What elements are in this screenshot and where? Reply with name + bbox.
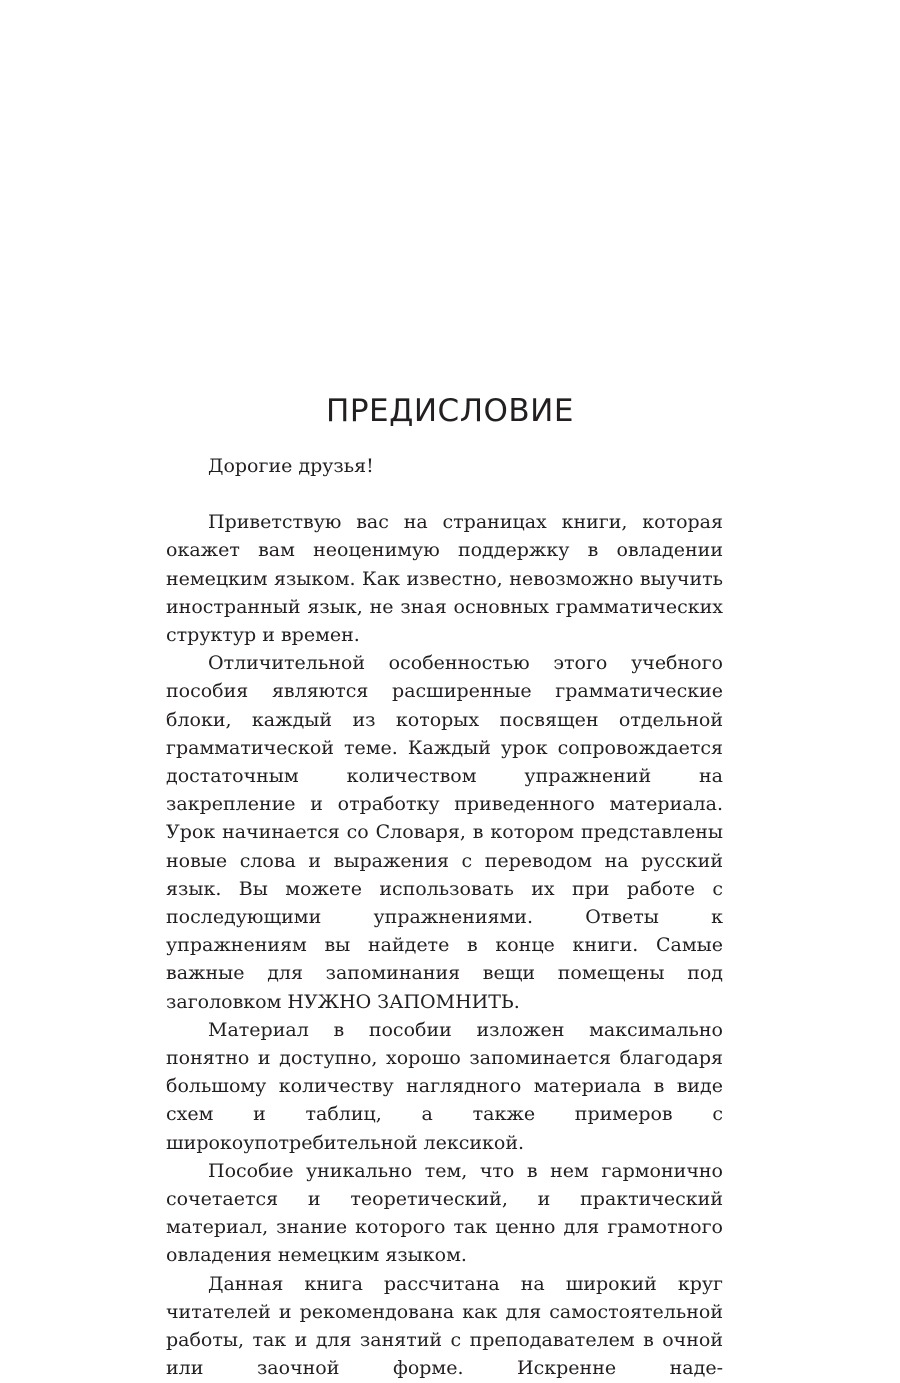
paragraph-5: Данная книга рассчитана на широкий круг читателей и рекомендована как для самостоятельной работы, так и для занятий с преподавателем в очной или заочной форме. Искренне наде-	[166, 1272, 723, 1380]
paragraph-4: Пособие уникально тем, что в нем гармонично сочетается и теоретический, и практический материал, знание которого так ценно для грамотного овладения немецким языком.	[166, 1159, 723, 1267]
paragraph-3: Материал в пособии изложен максимально понятно и доступно, хорошо запоминается благодаря большому количеству наглядного материала в виде схем и таблиц, а также примеров с широкоупотребительной лексикой.	[166, 1018, 723, 1154]
page-title: ПРЕДИСЛОВИЕ	[326, 393, 574, 429]
paragraph-2: Отличительной особенностью этого учебного пособия являются расширенные грамматические блоки, каждый из которых посвящен отдельной грамматической теме. Каждый урок сопровождается достаточным количеством упражнений на закрепление и отработку приведенного материала. Урок начинается со Словаря, в котором представлены новые слова и выражения с переводом на русский язык. Вы можете использовать их при работе с последующими упражнениями. Ответы к упражнениям вы найдете в конце книги. Самые важные для запоминания вещи помещены под заголовком НУЖНО ЗАПОМНИТЬ.	[166, 652, 723, 1013]
salutation: Дорогие друзья!	[208, 455, 374, 477]
preface-body	[166, 452, 723, 1383]
paragraph-1: Приветствую вас на страницах книги, которая окажет вам неоценимую поддержку в овладении немецким языком. Как известно, невозможно выучить иностранный язык, не зная основных грамматических структур и времен.	[166, 511, 723, 647]
